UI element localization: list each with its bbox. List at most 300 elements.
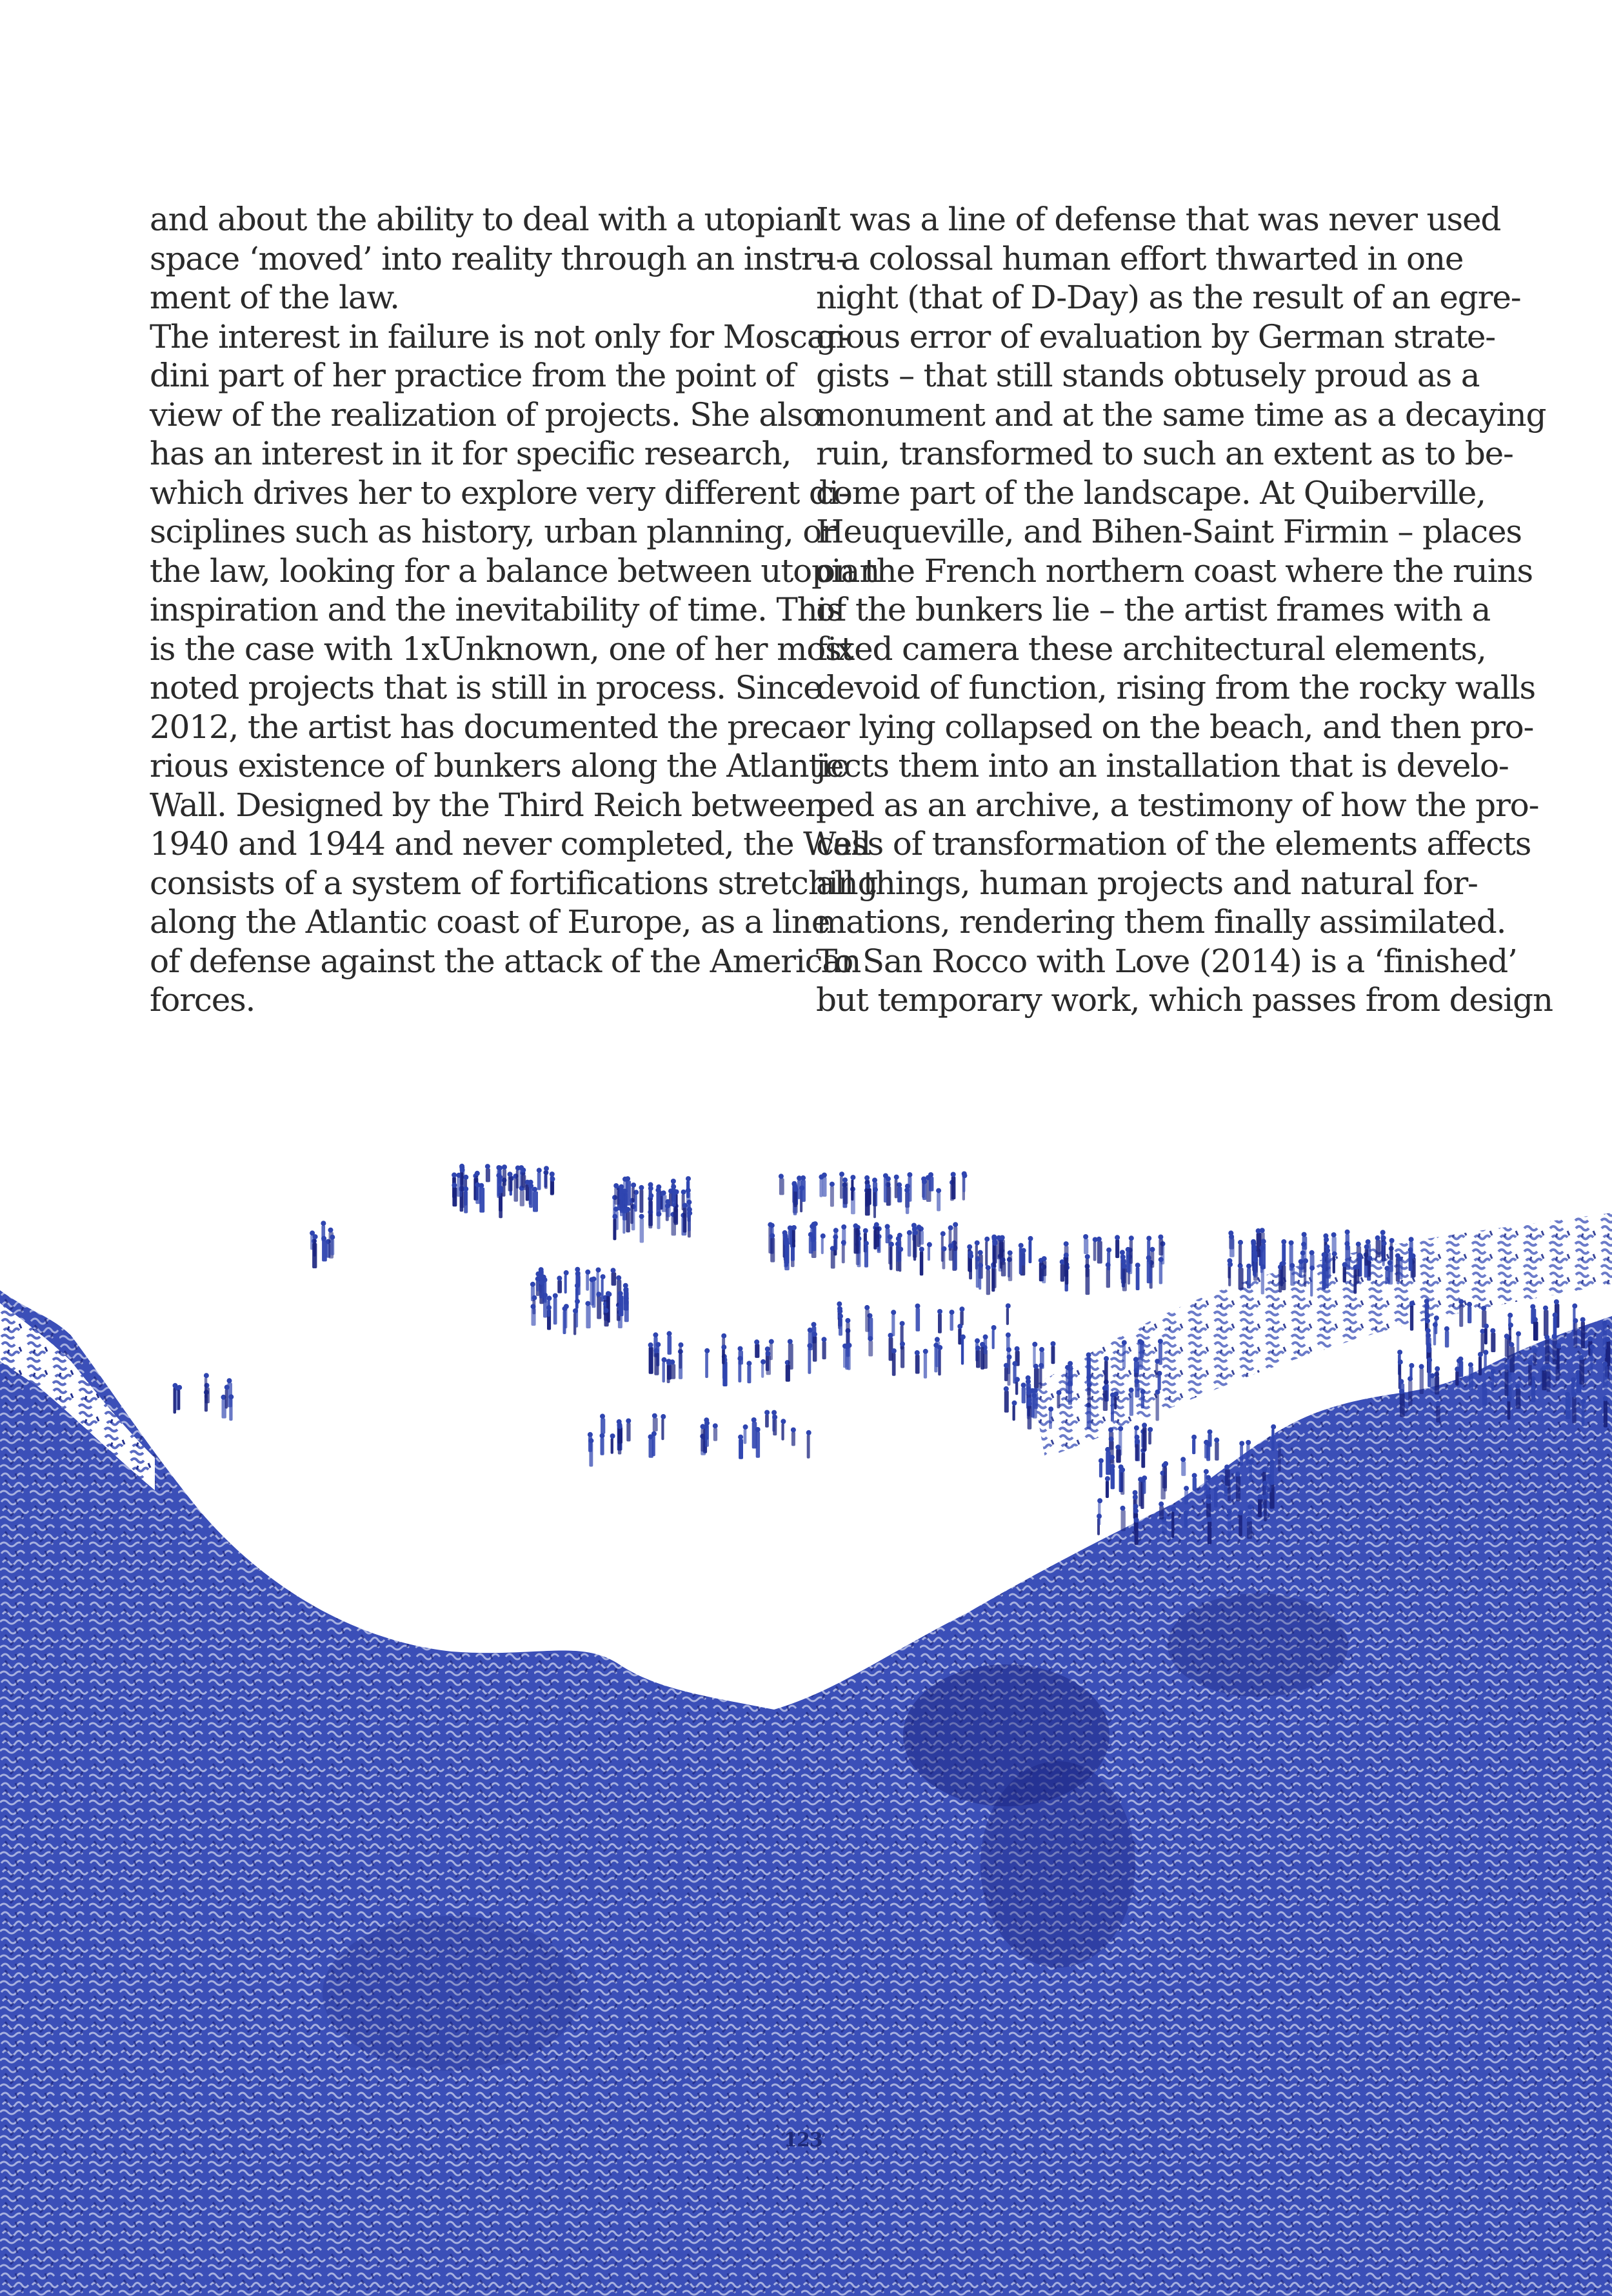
- figure-head: [951, 1172, 956, 1177]
- figure-head: [1542, 1366, 1547, 1371]
- figure: [1184, 1490, 1188, 1504]
- figure: [533, 1192, 538, 1212]
- figure: [1604, 1401, 1607, 1428]
- figure-head: [1006, 1347, 1011, 1352]
- figure-head: [639, 1185, 644, 1190]
- figure: [1304, 1263, 1306, 1286]
- figure: [657, 1216, 660, 1229]
- figure-head: [975, 1346, 980, 1351]
- figure-head: [1019, 1243, 1024, 1248]
- figure: [915, 1355, 920, 1374]
- figure: [564, 1275, 567, 1293]
- figure: [601, 1418, 605, 1433]
- figure: [961, 1339, 964, 1364]
- figure-head: [770, 1233, 775, 1239]
- figure: [1208, 1521, 1211, 1544]
- figure-head: [1108, 1427, 1113, 1432]
- figure-head: [1527, 1360, 1533, 1365]
- text-line: devoid of function, rising from the rocky walls: [816, 669, 1535, 706]
- figure: [890, 1246, 893, 1270]
- figure-head: [1120, 1468, 1125, 1473]
- figure-head: [889, 1242, 894, 1247]
- figure: [1368, 1261, 1371, 1277]
- figure: [1240, 1446, 1243, 1466]
- figure-head: [1004, 1363, 1009, 1368]
- figure: [553, 1298, 557, 1325]
- figure-head: [1028, 1236, 1033, 1241]
- figure-head: [1399, 1389, 1404, 1394]
- figure-head: [1398, 1379, 1404, 1384]
- figure-head: [1468, 1363, 1473, 1368]
- figure: [986, 1270, 990, 1295]
- figure-head: [622, 1177, 628, 1182]
- figure: [623, 1193, 628, 1213]
- figure: [1049, 1411, 1052, 1429]
- figure: [822, 1177, 827, 1197]
- figure-head: [1543, 1306, 1548, 1311]
- figure: [1326, 1253, 1331, 1279]
- figure: [846, 1323, 850, 1346]
- figure-head: [891, 1348, 897, 1353]
- figure: [1376, 1240, 1381, 1257]
- figure: [666, 1204, 670, 1217]
- figure: [626, 1212, 630, 1233]
- figure: [739, 1351, 744, 1365]
- figure: [668, 1335, 672, 1355]
- figure: [722, 1362, 727, 1387]
- figure-head: [863, 1228, 868, 1233]
- figure: [521, 1172, 525, 1188]
- figure: [1590, 1349, 1593, 1373]
- figure-head: [652, 1413, 657, 1419]
- figure: [937, 1193, 940, 1212]
- blue-crowd-drawing-icon: [0, 1155, 1612, 2296]
- figure-head: [1271, 1424, 1276, 1430]
- figure-head: [585, 1301, 590, 1306]
- figure-head: [502, 1164, 507, 1170]
- figure-head: [613, 1183, 619, 1188]
- figure: [1162, 1521, 1167, 1535]
- figure: [1247, 1268, 1251, 1289]
- figure: [1322, 1268, 1326, 1290]
- figure-head: [1042, 1256, 1047, 1261]
- figure-head: [623, 1287, 628, 1292]
- figure: [1566, 1397, 1571, 1419]
- figure: [614, 1188, 619, 1205]
- figure: [576, 1275, 581, 1295]
- figure: [624, 1301, 629, 1323]
- figure-head: [1398, 1359, 1403, 1364]
- figure: [791, 1432, 795, 1446]
- text-line: sciplines such as history, urban planning, or: [150, 513, 836, 550]
- figure-head: [1572, 1303, 1577, 1308]
- figure-head: [639, 1214, 644, 1219]
- figure-head: [1269, 1460, 1275, 1465]
- figure: [648, 1214, 652, 1228]
- figure-head: [1012, 1361, 1017, 1366]
- figure: [597, 1296, 601, 1319]
- text-line: which drives her to explore very different di-: [150, 474, 849, 512]
- figure-head: [1246, 1264, 1251, 1269]
- figure-head: [779, 1173, 784, 1179]
- figure: [1000, 1240, 1005, 1265]
- figure: [1013, 1405, 1015, 1421]
- figure: [770, 1238, 775, 1263]
- figure-head: [1180, 1457, 1186, 1462]
- figure-head: [585, 1270, 590, 1275]
- figure: [313, 1239, 316, 1257]
- figure: [1282, 1244, 1286, 1262]
- figure: [807, 1435, 810, 1459]
- figure-head: [1184, 1486, 1189, 1491]
- figure: [544, 1170, 548, 1189]
- figure-head: [1229, 1234, 1234, 1239]
- figure-head: [601, 1274, 606, 1279]
- figure-head: [1262, 1467, 1267, 1472]
- figure: [1290, 1268, 1295, 1286]
- figure: [1528, 1364, 1532, 1386]
- figure-head: [508, 1172, 513, 1177]
- figure-head: [894, 1175, 899, 1180]
- figure-head: [1159, 1501, 1164, 1506]
- figure: [897, 1241, 902, 1262]
- figure: [589, 1442, 593, 1466]
- figure-head: [1289, 1241, 1294, 1246]
- figure-head: [670, 1359, 675, 1364]
- figure-head: [1408, 1376, 1413, 1381]
- text-column-right: [816, 200, 1553, 1020]
- figure: [1106, 1452, 1111, 1475]
- figure: [1603, 1325, 1607, 1350]
- figure-head: [1033, 1388, 1038, 1393]
- figure: [1057, 1395, 1060, 1408]
- figure: [713, 1428, 717, 1441]
- figure: [766, 1355, 771, 1375]
- figure: [1093, 1242, 1097, 1261]
- text-line: monument and at the same time as a decaying: [816, 395, 1546, 434]
- figure-head: [953, 1222, 958, 1227]
- figure-head: [1419, 1364, 1424, 1369]
- figure-head: [905, 1184, 910, 1189]
- figure-head: [704, 1348, 710, 1353]
- figure: [1261, 1269, 1264, 1295]
- figure-head: [1099, 1458, 1104, 1463]
- figure-head: [475, 1183, 480, 1188]
- figure: [843, 1348, 847, 1368]
- figure-head: [913, 1230, 918, 1235]
- figure: [1478, 1357, 1482, 1376]
- figure: [1484, 1354, 1486, 1370]
- figure-head: [1121, 1259, 1126, 1264]
- figure-head: [1085, 1254, 1090, 1259]
- figure: [819, 1179, 822, 1197]
- figure-head: [1104, 1356, 1109, 1361]
- figure: [1159, 1343, 1162, 1365]
- figure: [1111, 1468, 1115, 1489]
- figure-head: [177, 1385, 182, 1390]
- figure-head: [1134, 1368, 1139, 1373]
- figure-head: [806, 1430, 811, 1435]
- figure-head: [227, 1378, 232, 1383]
- figure-head: [1381, 1235, 1386, 1241]
- figure-head: [624, 1296, 629, 1301]
- figure-head: [793, 1186, 798, 1192]
- figure-head: [1509, 1342, 1514, 1347]
- figure-head: [1603, 1396, 1608, 1401]
- figure-head: [1159, 1257, 1164, 1262]
- figure-head: [1006, 1332, 1011, 1337]
- figure: [661, 1419, 664, 1440]
- text-line: noted projects that is still in process. Since: [150, 669, 822, 706]
- figure-head: [872, 1177, 877, 1183]
- figure-head: [1424, 1299, 1429, 1304]
- figure: [1229, 1239, 1235, 1257]
- figure: [640, 1219, 644, 1243]
- figure: [1147, 1241, 1150, 1263]
- figure: [793, 1191, 797, 1207]
- figure: [756, 1432, 760, 1458]
- figure-head: [721, 1344, 726, 1350]
- figure-head: [841, 1224, 846, 1230]
- figure-head: [1364, 1244, 1369, 1250]
- figure: [875, 1226, 879, 1247]
- figure: [1505, 1338, 1508, 1357]
- figure: [174, 1388, 177, 1413]
- figure-head: [1530, 1304, 1535, 1310]
- figure: [654, 1353, 659, 1375]
- figure: [1239, 1244, 1242, 1264]
- figure-head: [648, 1186, 653, 1191]
- figure: [464, 1191, 468, 1213]
- figure: [854, 1228, 859, 1253]
- figure-head: [1228, 1262, 1233, 1267]
- text-line: 2012, the artist has documented the preca-: [150, 708, 826, 746]
- figure: [1171, 1512, 1174, 1539]
- figure-head: [588, 1438, 593, 1443]
- figure-head: [1602, 1321, 1607, 1326]
- figure: [993, 1245, 997, 1264]
- figure-head: [1303, 1258, 1308, 1263]
- figure-head: [655, 1342, 661, 1347]
- figure-head: [1027, 1401, 1032, 1406]
- text-line: the law, looking for a balance between utopian: [150, 552, 880, 590]
- figure: [586, 1306, 590, 1329]
- figure-head: [885, 1224, 890, 1229]
- figure: [1084, 1239, 1088, 1254]
- figure-head: [808, 1328, 813, 1333]
- figure-head: [1544, 1335, 1549, 1340]
- figure-head: [1409, 1301, 1415, 1306]
- figure: [705, 1425, 709, 1447]
- figure-head: [1133, 1495, 1138, 1500]
- figure-head: [653, 1332, 658, 1337]
- figure-head: [713, 1423, 718, 1428]
- text-line: on the French northern coast where the ruins: [816, 552, 1533, 590]
- figure-head: [833, 1228, 839, 1233]
- figure-head: [962, 1173, 967, 1178]
- figure-head: [770, 1223, 775, 1228]
- crowd-artwork: [0, 1155, 1612, 2296]
- figure-head: [984, 1237, 990, 1242]
- figure-head: [535, 1272, 541, 1277]
- figure: [1040, 1352, 1044, 1369]
- figure-head: [626, 1419, 631, 1424]
- figure-head: [1424, 1304, 1429, 1309]
- figure-head: [883, 1173, 888, 1179]
- figure-head: [485, 1164, 490, 1169]
- figure: [1004, 1368, 1008, 1381]
- figure-head: [1138, 1339, 1143, 1344]
- figure: [908, 1235, 911, 1257]
- figure-head: [743, 1424, 748, 1430]
- figure-head: [1580, 1317, 1586, 1323]
- figure-head: [321, 1236, 326, 1241]
- figure-head: [915, 1304, 920, 1309]
- figure: [1164, 1466, 1167, 1492]
- figure-head: [1426, 1333, 1431, 1338]
- figure-head: [224, 1384, 230, 1390]
- figure-head: [754, 1339, 759, 1344]
- figure: [1228, 1266, 1231, 1286]
- figure: [821, 1238, 824, 1254]
- figure-head: [1375, 1235, 1380, 1241]
- figure-head: [1135, 1379, 1140, 1384]
- figure-head: [521, 1168, 526, 1173]
- figure-head: [864, 1241, 869, 1246]
- figure-head: [1113, 1392, 1119, 1397]
- figure: [1088, 1387, 1091, 1408]
- figure-head: [1006, 1303, 1011, 1308]
- figure-head: [1409, 1237, 1414, 1242]
- figure-head: [922, 1179, 927, 1184]
- figure-head: [1064, 1241, 1069, 1246]
- figure: [1410, 1305, 1413, 1330]
- figure-head: [738, 1435, 743, 1440]
- figure-head: [948, 1243, 953, 1248]
- figure-head: [661, 1190, 666, 1195]
- figure-head: [606, 1291, 611, 1296]
- figure: [928, 1246, 930, 1261]
- figure: [679, 1347, 682, 1369]
- figure: [1135, 1522, 1139, 1545]
- figure-head: [655, 1188, 661, 1193]
- figure-head: [967, 1244, 972, 1250]
- figure-head: [1467, 1302, 1472, 1307]
- figure-head: [986, 1265, 991, 1270]
- figure-head: [1015, 1377, 1020, 1382]
- figure-head: [1000, 1235, 1005, 1241]
- figure: [739, 1439, 743, 1459]
- figure: [330, 1239, 334, 1255]
- figure-head: [1115, 1235, 1120, 1240]
- figure: [920, 1252, 924, 1276]
- figure: [575, 1303, 578, 1328]
- figure-head: [1281, 1239, 1286, 1244]
- figure: [1022, 1252, 1026, 1265]
- figure: [868, 1341, 873, 1357]
- figure-head: [452, 1172, 457, 1177]
- figure: [985, 1241, 988, 1266]
- figure: [1458, 1361, 1463, 1377]
- figure-head: [1389, 1238, 1395, 1243]
- figure-head: [553, 1293, 558, 1299]
- figure: [864, 1245, 868, 1267]
- figure: [895, 1179, 898, 1199]
- figure-head: [1208, 1430, 1213, 1435]
- figure: [1181, 1461, 1186, 1476]
- figure-head: [1227, 1509, 1232, 1514]
- figure-head: [1565, 1392, 1570, 1397]
- figure: [1491, 1373, 1494, 1391]
- figure: [785, 1246, 788, 1266]
- figure-head: [1106, 1248, 1111, 1253]
- figure-head: [978, 1263, 983, 1268]
- figure-head: [575, 1271, 581, 1276]
- text-line: has an interest in it for specific research,: [150, 435, 791, 472]
- figure-head: [679, 1343, 684, 1348]
- figure-head: [1482, 1383, 1487, 1388]
- text-line: ped as an archive, a testimony of how the pro-: [816, 786, 1539, 824]
- figure-head: [968, 1253, 973, 1259]
- figure-head: [1142, 1475, 1147, 1481]
- figure-head: [596, 1268, 601, 1273]
- figure: [1333, 1256, 1335, 1273]
- figure: [1228, 1513, 1231, 1539]
- figure-head: [1206, 1499, 1211, 1504]
- figure: [1051, 1346, 1055, 1364]
- figure-head: [1397, 1256, 1402, 1261]
- text-line: To San Rocco with Love (2014) is a ‘finished’: [816, 942, 1517, 980]
- figure: [801, 1180, 806, 1202]
- figure: [653, 1418, 658, 1432]
- figure: [1239, 1268, 1244, 1290]
- text-line: inspiration and the inevitability of time. This: [150, 591, 842, 628]
- figure-head: [1135, 1263, 1140, 1268]
- text-line: 1940 and 1944 and never completed, the Wall: [150, 825, 871, 863]
- figure-head: [1155, 1390, 1160, 1395]
- text-line: space ‘moved’ into reality through an instru-: [150, 239, 846, 277]
- figure: [564, 1308, 568, 1328]
- figure-head: [653, 1348, 659, 1353]
- figure-head: [1262, 1481, 1268, 1486]
- figure: [1148, 1432, 1151, 1444]
- figure: [865, 1310, 870, 1332]
- figure-head: [1302, 1232, 1307, 1237]
- figure: [618, 1428, 622, 1455]
- figure-head: [1110, 1464, 1115, 1469]
- figure-head: [671, 1179, 676, 1184]
- figure: [1579, 1359, 1584, 1384]
- figure: [1572, 1397, 1577, 1424]
- figure-head: [532, 1295, 537, 1301]
- figure-head: [1004, 1386, 1009, 1392]
- text-line: forces.: [150, 981, 255, 1019]
- figure: [683, 1208, 687, 1233]
- figure-head: [1087, 1383, 1092, 1388]
- figure: [873, 1192, 876, 1218]
- figure-head: [769, 1339, 774, 1344]
- figure-head: [631, 1183, 636, 1188]
- figure: [520, 1190, 524, 1206]
- figure: [979, 1267, 981, 1290]
- figure-head: [907, 1230, 912, 1235]
- figure-head: [1426, 1328, 1431, 1333]
- figure-head: [812, 1332, 817, 1337]
- figure: [1236, 1476, 1240, 1501]
- figure: [537, 1172, 541, 1190]
- figure: [1033, 1392, 1038, 1409]
- figure-head: [1109, 1455, 1115, 1460]
